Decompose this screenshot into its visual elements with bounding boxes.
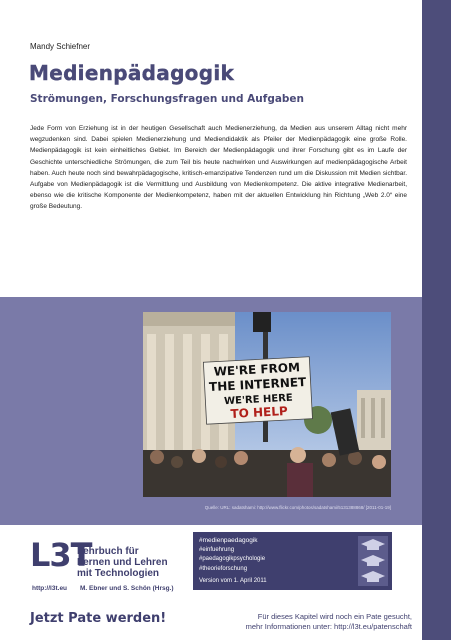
photo-caption: Quelle: URL: sadatshami: http://www.flickr.com/photos/sadatshami/5131388868/ [2011-01-19] bbox=[204, 505, 391, 510]
graduation-caps-icon bbox=[358, 536, 388, 586]
tag-item: #paedagogikpsychologie bbox=[199, 556, 266, 562]
right-sidebar-band bbox=[422, 0, 451, 640]
sign-line-3: WE'RE HERE bbox=[223, 392, 294, 408]
book-title-line: Lehrbuch für bbox=[77, 546, 139, 557]
l3t-logo: L3T bbox=[30, 536, 92, 574]
book-title bbox=[77, 546, 187, 579]
tag-item: #einfuehrung bbox=[199, 546, 235, 553]
l3t-url-link[interactable]: http://l3t.eu bbox=[32, 585, 68, 592]
chapter-title: Medienpädagogik bbox=[29, 61, 235, 85]
sign-line-4: TO HELP bbox=[230, 403, 289, 421]
chapter-photo bbox=[143, 312, 391, 497]
editors: M. Ebner und S. Schön (Hrsg.) bbox=[80, 585, 174, 592]
sign-line-1: WE'RE FROM bbox=[213, 360, 301, 379]
tag-item: #theorieforschung bbox=[199, 565, 248, 572]
sponsor-info-link[interactable]: mehr Informationen unter: http://l3t.eu/patenschaft bbox=[245, 622, 412, 631]
version-label: Version vom 1. April 2011 bbox=[199, 578, 267, 584]
sponsor-info bbox=[0, 612, 412, 632]
abstract-text: Jede Form von Erziehung ist in der heutigen Gesellschaft auch Medienerziehung, da Medien aus unserem Alltag nicht mehr wegzudenken sind. Dabei spielen Medienerziehung und Mediendidaktik als Pfeiler der Medienpädagogik eine große Rolle. Medienpädagogik ist kein einheitliches Gebiet. Im Bereich der Medienpädagogik und ihrer Forschung gibt es im Laufe der Geschichte unterschiedliche Strömungen, die zum Teil bis heute nachwirken und Auswirkungen auf medienpädagogische Arbeit haben. Auch heute noch sind bewahrpädagogische, kritisch-emanzipative Tendenzen rund um die Diskussion mit Medien sichtbar. Aufgabe von Medienpädagogik ist die Vermittlung und Ausbildung von Medienkompetenz. Die aktive integrative Medienarbeit, ebenso wie die kritische Komponente der Medienkompetenz, haben mit der aktuellen Entwicklung hin Richtung „Web 2.0“ eine große Bedeutung. bbox=[30, 125, 407, 211]
chapter-subtitle: Strömungen, Forschungsfragen und Aufgaben bbox=[30, 93, 305, 105]
book-title-line: Lernen und Lehren bbox=[77, 557, 168, 568]
tag-item: #medienpaedagogik bbox=[199, 537, 258, 544]
sponsor-info-line: Für dieses Kapitel wird noch ein Pate gesucht, bbox=[257, 612, 412, 621]
book-title-line: mit Technologien bbox=[77, 568, 160, 579]
sponsor-slogan: Jetzt Pate werden! bbox=[30, 611, 167, 626]
tag-list bbox=[199, 536, 265, 574]
tag-box bbox=[193, 532, 392, 590]
sign-line-2: THE INTERNET bbox=[208, 374, 307, 395]
author-name: Mandy Schiefner bbox=[30, 42, 91, 51]
